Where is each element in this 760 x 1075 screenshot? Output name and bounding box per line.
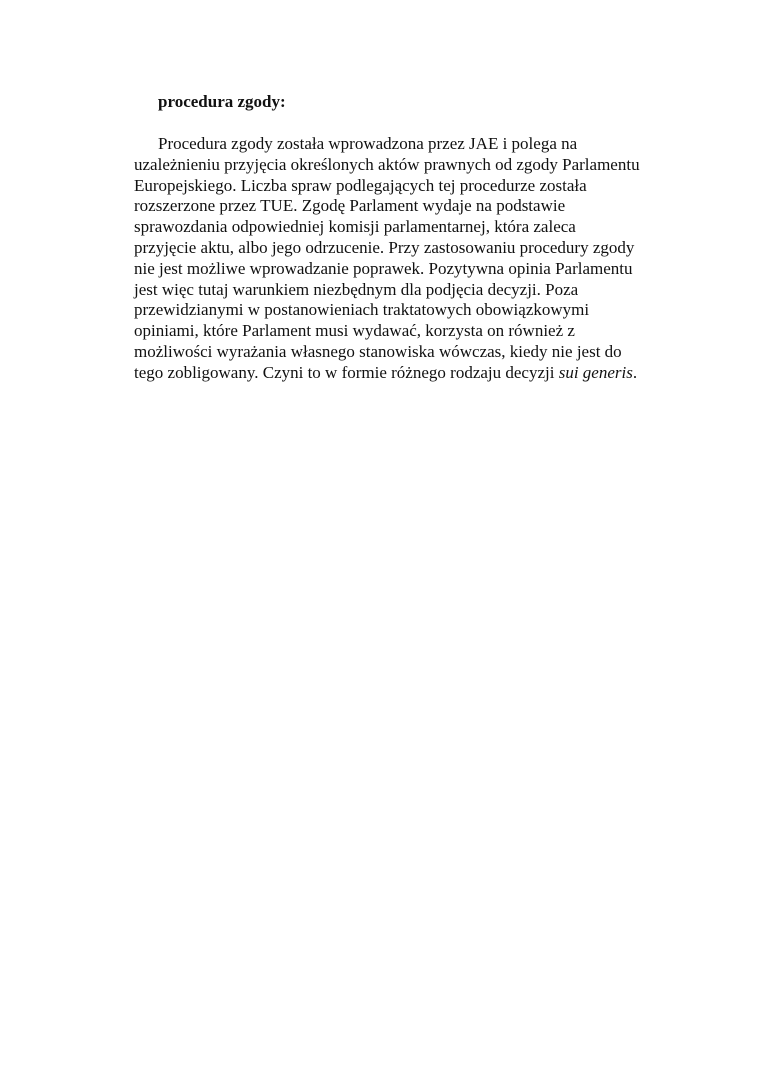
paragraph-line: możliwości wyrażania własnego stanowiska wówczas, kiedy nie jest do <box>134 341 622 361</box>
last-line-period: . <box>632 362 638 382</box>
section-heading: procedura zgody: <box>158 92 286 111</box>
paragraph-line: przyjęcie aktu, albo jego odrzucenie. Przy zastosowaniu procedury zgody <box>134 237 635 257</box>
paragraph-line: Procedura zgody została wprowadzona przez JAE i polega na <box>158 134 578 153</box>
italic-term: sui generis <box>558 362 633 382</box>
paragraph-line: sprawozdania odpowiedniej komisji parlamentarnej, która zaleca <box>134 217 576 237</box>
paragraph-line: jest więc tutaj warunkiem niezbędnym dla podjęcia decyzji. Poza <box>134 279 579 299</box>
paragraph-last-line <box>134 363 674 384</box>
paragraph-line: Europejskiego. Liczba spraw podlegających tej procedurze została <box>134 175 587 195</box>
paragraph-line: przewidzianymi w postanowieniach traktatowych obowiązkowymi <box>134 300 590 320</box>
paragraph-line: rozszerzone przez TUE. Zgodę Parlament wydaje na podstawie <box>134 196 566 216</box>
paragraph-line: uzależnieniu przyjęcia określonych aktów prawnych od zgody Parlamentu <box>134 154 640 174</box>
last-line-text: tego zobligowany. Czyni to w formie różnego rodzaju decyzji <box>134 362 559 382</box>
paragraph-line: opiniami, które Parlament musi wydawać, korzysta on również z <box>134 321 575 341</box>
paragraph-line: nie jest możliwe wprowadzanie poprawek. Pozytywna opinia Parlamentu <box>134 258 633 278</box>
paragraph <box>134 134 674 384</box>
